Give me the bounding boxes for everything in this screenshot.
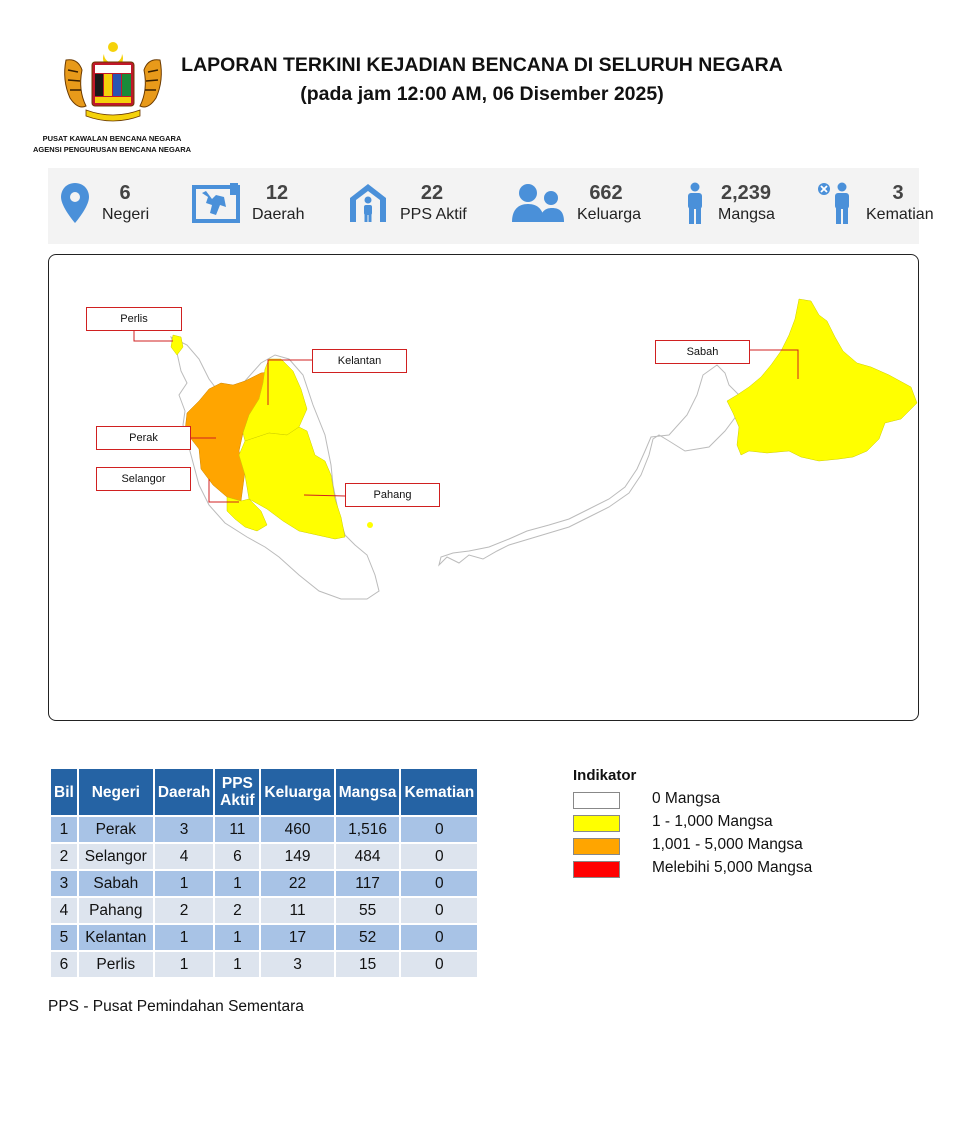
column-header-kematian: Kematian [401,769,477,815]
cell-kematian: 0 [401,871,477,896]
stat-value: 12 [265,182,289,204]
cell-daerah: 4 [155,844,214,869]
cell-mangsa: 15 [336,952,400,977]
table-header-row [51,769,477,815]
cell-mangsa: 484 [336,844,400,869]
cell-negeri: Perlis [79,952,153,977]
cell-negeri: Perak [79,817,153,842]
table-row [51,952,477,977]
cell-keluarga: 149 [261,844,333,869]
summary-stats-bar [48,168,934,244]
legend-label: Melebihi 5,000 Mangsa [652,859,813,876]
cell-bil: 5 [51,925,77,950]
stat-value: 6 [119,182,131,204]
legend-item [573,836,893,859]
stat-label: Daerah [252,206,305,223]
page-subtitle: (pada jam 12:00 AM, 06 Disember 2025) [300,83,664,105]
cell-kematian: 0 [401,898,477,923]
cell-keluarga: 11 [261,898,333,923]
cell-bil: 3 [51,871,77,896]
cell-pps-aktif: 1 [215,952,259,977]
cell-keluarga: 3 [261,952,333,977]
agency-name-line2: AGENSI PENGURUSAN BENCANA NEGARA [32,145,192,154]
cell-negeri: Pahang [79,898,153,923]
table-footnote: PPS - Pusat Pemindahan Sementara [48,998,304,1015]
stat-label: PPS Aktif [400,206,467,223]
person-icon [684,182,706,224]
stat-label: Mangsa [718,206,775,223]
state-shape-sarawak [439,365,743,565]
legend-swatch-3 [573,861,620,878]
cell-keluarga: 17 [261,925,333,950]
stat-value: 22 [420,182,444,204]
table-row [51,844,477,869]
column-header-bil: Bil [51,769,77,815]
disaster-summary-table [49,767,479,979]
column-header-daerah: Daerah [155,769,214,815]
cell-mangsa: 117 [336,871,400,896]
cell-bil: 6 [51,952,77,977]
legend-swatch-2 [573,838,620,855]
stat-label: Negeri [102,206,150,223]
cell-bil: 1 [51,817,77,842]
stat-value: 662 [589,182,623,204]
death-person-icon [816,182,856,224]
stat-value: 2,239 [720,182,772,204]
cell-daerah: 3 [155,817,214,842]
cell-pps-aktif: 6 [215,844,259,869]
malaysia-map [48,254,919,721]
cell-kematian: 0 [401,925,477,950]
legend-item [573,813,893,836]
cell-mangsa: 1,516 [336,817,400,842]
cell-pps-aktif: 1 [215,925,259,950]
cell-negeri: Kelantan [79,925,153,950]
stat-kematian [814,168,934,244]
map-callout-perlis: Perlis [86,307,182,331]
table-row [51,898,477,923]
state-shape-sabah [727,299,917,461]
table-row [51,817,477,842]
cell-kematian: 0 [401,844,477,869]
legend-label: 1,001 - 5,000 Mangsa [652,836,803,853]
map-callout-perak: Perak [96,426,191,450]
column-header-pps-aktif [215,769,259,815]
cell-pps-aktif: 2 [215,898,259,923]
cell-bil: 2 [51,844,77,869]
table-row [51,925,477,950]
agency-name-line1: PUSAT KAWALAN BENCANA NEGARA [42,134,182,143]
cell-daerah: 1 [155,871,214,896]
cell-kematian: 0 [401,952,477,977]
stat-label: Keluarga [577,206,642,223]
legend-title: Indikator [573,767,637,784]
cell-mangsa: 52 [336,925,400,950]
cell-negeri: Sabah [79,871,153,896]
family-icon [510,182,566,224]
cell-mangsa: 55 [336,898,400,923]
cell-bil: 4 [51,898,77,923]
cell-daerah: 1 [155,952,214,977]
map-callout-pahang: Pahang [345,483,440,507]
map-callout-kelantan: Kelantan [312,349,407,373]
legend-item [573,790,893,813]
cell-pps-aktif: 11 [215,817,259,842]
cell-negeri: Selangor [79,844,153,869]
map-callout-sabah: Sabah [655,340,750,364]
stat-keluarga [508,168,678,244]
map-legend [573,767,893,882]
legend-label: 0 Mangsa [652,790,721,807]
malaysia-emblem-icon [60,40,166,124]
legend-swatch-1 [573,815,620,832]
district-map-icon [192,183,240,223]
legend-label: 1 - 1,000 Mangsa [652,813,773,830]
cell-keluarga: 22 [261,871,333,896]
map-callout-selangor: Selangor [96,467,191,491]
table-row [51,871,477,896]
legend-item [573,859,893,882]
stat-negeri [48,168,188,244]
column-header-negeri: Negeri [79,769,153,815]
stat-mangsa [680,168,810,244]
cell-kematian: 0 [401,817,477,842]
cell-keluarga: 460 [261,817,333,842]
map-pin-icon [60,182,90,224]
stat-label: Kematian [866,206,934,223]
column-header-mangsa: Mangsa [336,769,400,815]
pps-header-text: PPS Aktif [220,775,255,809]
page-title: LAPORAN TERKINI KEJADIAN BENCANA DI SELURUH NEGARA [181,54,783,76]
stat-daerah [190,168,340,244]
stat-value: 3 [892,182,904,204]
shelter-icon [348,182,388,224]
stat-pps-aktif [344,168,504,244]
legend-swatch-0 [573,792,620,809]
cell-daerah: 2 [155,898,214,923]
cell-daerah: 1 [155,925,214,950]
column-header-keluarga: Keluarga [261,769,333,815]
cell-pps-aktif: 1 [215,871,259,896]
